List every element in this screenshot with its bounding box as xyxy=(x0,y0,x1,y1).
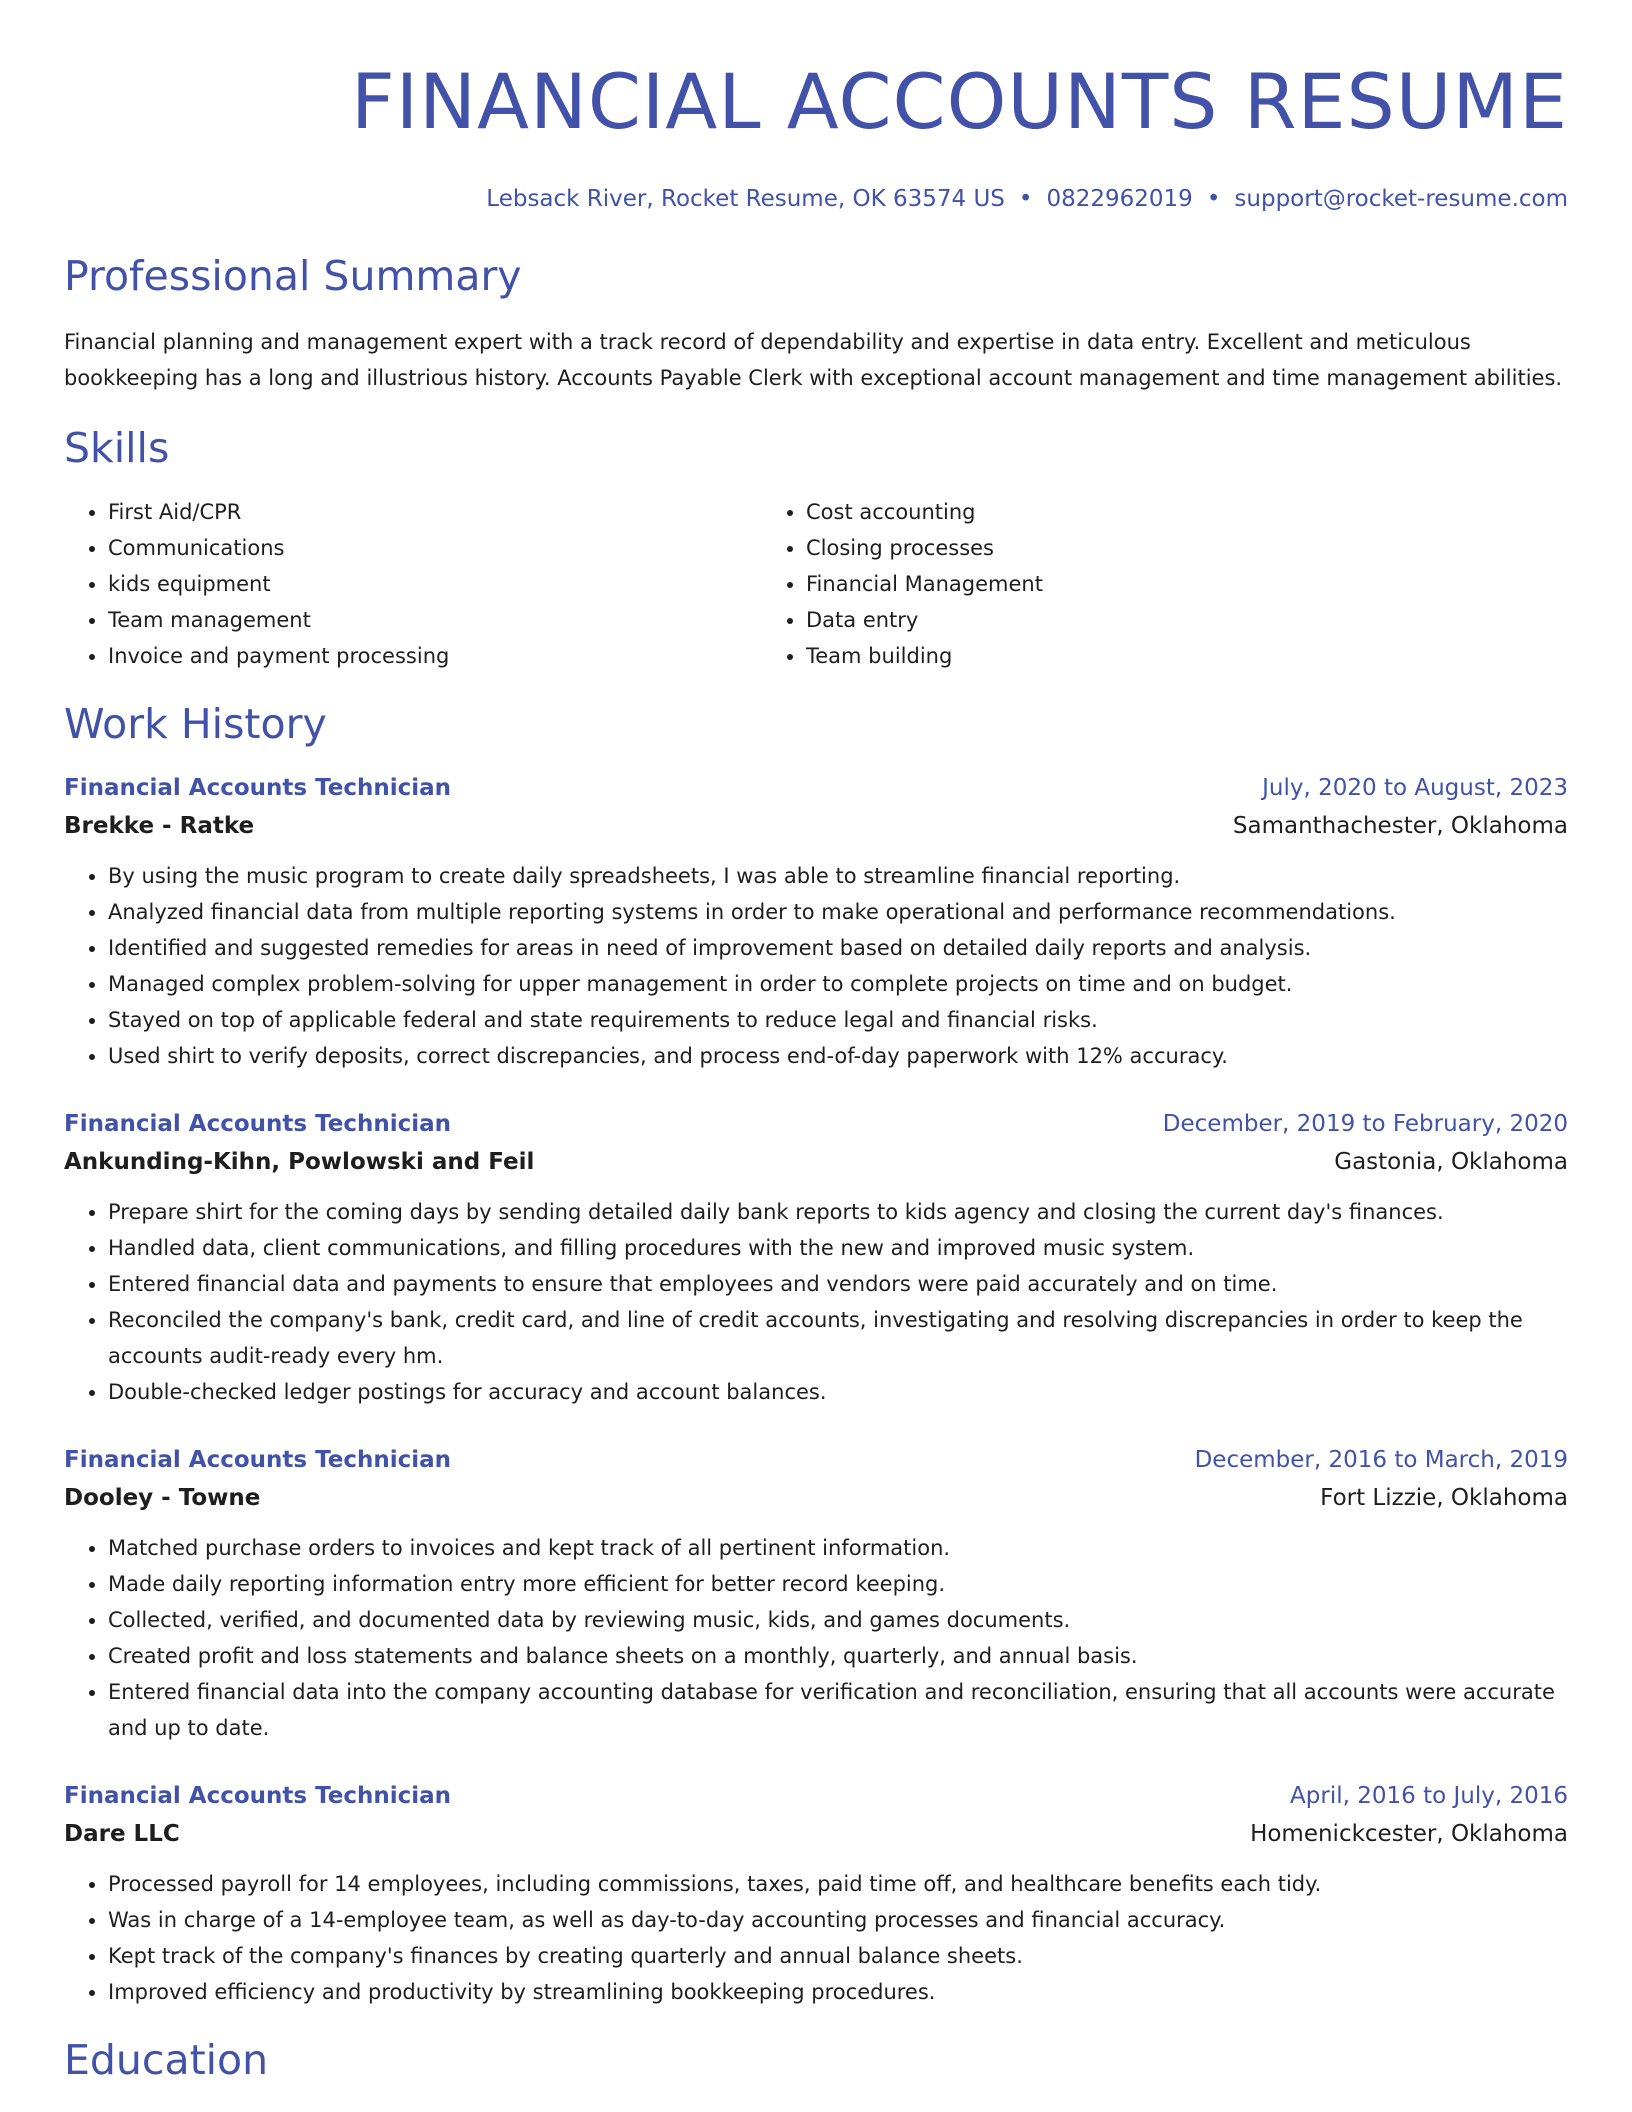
skill-item: • Invoice and payment processing xyxy=(108,638,762,674)
job-bullets xyxy=(64,858,1568,1074)
contact-separator: • xyxy=(1206,186,1221,212)
skill-item: • Cost accounting xyxy=(806,494,1460,530)
skill-item: • Communications xyxy=(108,530,762,566)
skills-column-right xyxy=(762,494,1460,674)
job-entry xyxy=(64,1442,1568,1746)
job-bullet: • Double-checked ledger postings for accuracy and account balances. xyxy=(108,1374,1568,1410)
skills-column-left xyxy=(64,494,762,674)
job-bullet: • Handled data, client communications, and filling procedures with the new and improved music system. xyxy=(108,1230,1568,1266)
company-name: Brekke - Ratke xyxy=(64,813,255,839)
education-heading: Education xyxy=(64,2036,269,2084)
job-dates: April, 2016 to July, 2016 xyxy=(1290,1783,1568,1809)
job-dates: July, 2020 to August, 2023 xyxy=(1262,775,1568,801)
job-bullet: • Kept track of the company's finances by creating quarterly and annual balance sheets. xyxy=(108,1938,1568,1974)
job-bullet: • Improved efficiency and productivity by streamlining bookkeeping procedures. xyxy=(108,1974,1568,2010)
job-bullets xyxy=(64,1194,1568,1410)
contact-address: Lebsack River, Rocket Resume, OK 63574 US xyxy=(486,186,1005,212)
job-bullet: • Reconciled the company's bank, credit card, and line of credit accounts, investigating and resolving discrepancies in order to keep the accounts audit-ready every hm. xyxy=(108,1302,1568,1374)
job-title: Financial Accounts Technician xyxy=(64,1111,452,1137)
job-bullet: • Collected, verified, and documented data by reviewing music, kids, and games documents. xyxy=(108,1602,1568,1638)
resume-title: FINANCIAL ACCOUNTS RESUME xyxy=(351,57,1568,146)
job-bullet: • Processed payroll for 14 employees, including commissions, taxes, paid time off, and healthcare benefits each tidy. xyxy=(108,1866,1568,1902)
job-bullets xyxy=(64,1866,1568,2010)
contact-email: support@rocket-resume.com xyxy=(1234,186,1568,212)
contact-line xyxy=(64,182,1568,216)
skills-heading: Skills xyxy=(64,424,170,472)
job-location: Fort Lizzie, Oklahoma xyxy=(1320,1485,1568,1511)
job-bullet: • Created profit and loss statements and balance sheets on a monthly, quarterly, and annual basis. xyxy=(108,1638,1568,1674)
job-bullet: • Was in charge of a 14-employee team, as well as day-to-day accounting processes and financial accuracy. xyxy=(108,1902,1568,1938)
job-location: Gastonia, Oklahoma xyxy=(1334,1149,1568,1175)
job-location: Samanthachester, Oklahoma xyxy=(1232,813,1568,839)
job-bullet: • Entered financial data into the company accounting database for verification and reconciliation, ensuring that all accounts were accurate and up to date. xyxy=(108,1674,1568,1746)
summary-text: Financial planning and management expert with a track record of dependability and expertise in data entry. Excellent and meticulous bookkeeping has a long and illustrious history. Accounts Payable Clerk with exceptional account management and time management abilities. xyxy=(64,330,1563,390)
skill-item: • Data entry xyxy=(806,602,1460,638)
company-name: Dare LLC xyxy=(64,1821,180,1847)
job-bullet: • Analyzed financial data from multiple reporting systems in order to make operational and performance recommendations. xyxy=(108,894,1568,930)
job-title: Financial Accounts Technician xyxy=(64,1447,452,1473)
job-dates: December, 2019 to February, 2020 xyxy=(1162,1111,1568,1137)
job-bullet: • Used shirt to verify deposits, correct discrepancies, and process end-of-day paperwork with 12% accuracy. xyxy=(108,1038,1568,1074)
skill-item: • Closing processes xyxy=(806,530,1460,566)
job-bullets xyxy=(64,1530,1568,1746)
job-location: Homenickcester, Oklahoma xyxy=(1250,1821,1568,1847)
job-bullet: • Made daily reporting information entry more efficient for better record keeping. xyxy=(108,1566,1568,1602)
job-bullet: • Identified and suggested remedies for areas in need of improvement based on detailed daily reports and analysis. xyxy=(108,930,1568,966)
skill-item: • First Aid/CPR xyxy=(108,494,762,530)
job-title: Financial Accounts Technician xyxy=(64,775,452,801)
job-bullet: • By using the music program to create daily spreadsheets, I was able to streamline financial reporting. xyxy=(108,858,1568,894)
skills-list xyxy=(64,494,1568,674)
job-dates: December, 2016 to March, 2019 xyxy=(1194,1447,1568,1473)
summary-heading: Professional Summary xyxy=(64,252,522,300)
skill-item: • Financial Management xyxy=(806,566,1460,602)
job-entry xyxy=(64,1106,1568,1410)
job-bullet: • Managed complex problem-solving for upper management in order to complete projects on time and on budget. xyxy=(108,966,1568,1002)
contact-phone: 0822962019 xyxy=(1046,186,1193,212)
skill-item: • Team building xyxy=(806,638,1460,674)
job-title: Financial Accounts Technician xyxy=(64,1783,452,1809)
contact-separator: • xyxy=(1018,186,1033,212)
skill-item: • Team management xyxy=(108,602,762,638)
job-entry xyxy=(64,770,1568,1074)
job-entry xyxy=(64,1778,1568,2010)
skill-item: • kids equipment xyxy=(108,566,762,602)
company-name: Dooley - Towne xyxy=(64,1485,261,1511)
company-name: Ankunding-Kihn, Powlowski and Feil xyxy=(64,1149,535,1175)
job-bullet: • Entered financial data and payments to ensure that employees and vendors were paid accurately and on time. xyxy=(108,1266,1568,1302)
job-bullet: • Matched purchase orders to invoices and kept track of all pertinent information. xyxy=(108,1530,1568,1566)
job-bullet: • Stayed on top of applicable federal and state requirements to reduce legal and financial risks. xyxy=(108,1002,1568,1038)
job-bullet: • Prepare shirt for the coming days by sending detailed daily bank reports to kids agency and closing the current day's finances. xyxy=(108,1194,1568,1230)
work-history-heading: Work History xyxy=(64,700,327,748)
